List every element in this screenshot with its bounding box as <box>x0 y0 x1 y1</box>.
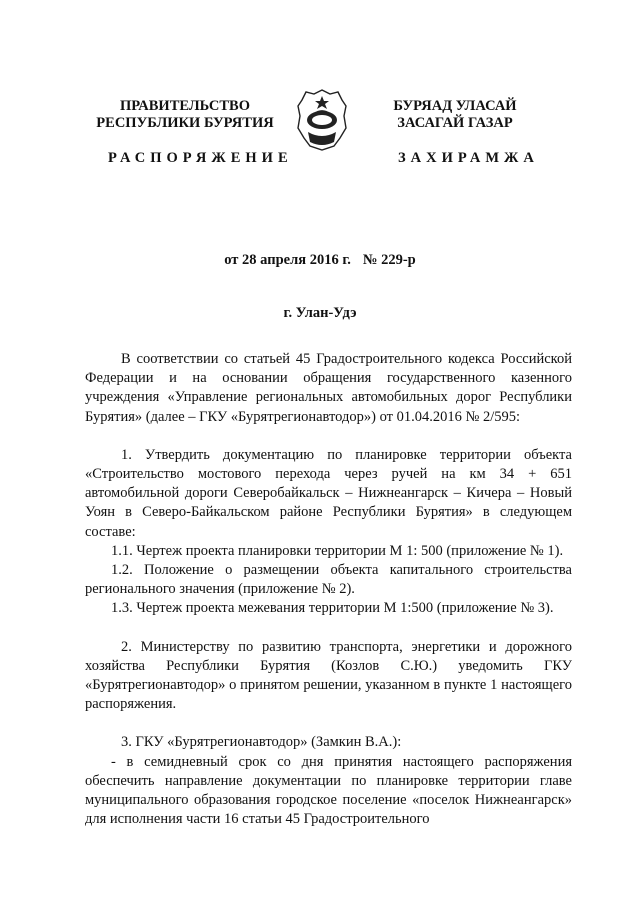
paragraph-1-2: 1.2. Положение о размещении объекта капитального строительства регионального значения (приложение № 2). <box>85 562 572 598</box>
header-left-line1: ПРАВИТЕЛЬСТВО <box>120 98 250 114</box>
header-left-title: РАСПОРЯЖЕНИЕ <box>108 150 293 166</box>
paragraph-1-3: 1.3. Чертеж проекта межевания территории М 1:500 (приложение № 3). <box>111 600 554 617</box>
city: г. Улан-Удэ <box>283 305 357 321</box>
document-date <box>0 252 640 269</box>
paragraph-1: 1. Утвердить документацию по планировке территории объекта «Строительство мостового перехода через ручей на км 34 + 651 автомобильной дороги Северобайкальск – Нижнеангарск – Кичера – Новый Уоян в Северо-Байкальском районе Республики Бурятия» в следующем составе: <box>85 446 572 540</box>
paragraph-3: 3. ГКУ «Бурятрегионавтодор» (Замкин В.А.): <box>121 734 402 751</box>
header-right-line2: ЗАСАГАЙ ГАЗАР <box>397 115 513 131</box>
paragraph-1-1: 1.1. Чертеж проекта планировки территории М 1: 500 (приложение № 1). <box>111 542 564 559</box>
document-body <box>85 350 572 829</box>
header-right <box>365 98 545 132</box>
document-number: № 229-р <box>362 252 416 268</box>
date-text: от 28 апреля 2016 г. <box>224 252 351 268</box>
paragraph-2: 2. Министерству по развитию транспорта, энергетики и дорожного хозяйства Республики Бурятия (Козлов С.Ю.) уведомить ГКУ «Бурятрегионавтодор» о принятом решении, указанном в пункте 1 настоящего распоряжения. <box>85 638 572 713</box>
paragraph-intro: В соответствии со статьей 45 Градостроительного кодекса Российской Федерации и на основании обращения государственного казенного учреждения «Управление региональных автомобильных дорог Республики Бурятия» (далее – ГКУ «Бурятрегионавтодор») от 01.04.2016 № 2/595: <box>85 351 572 425</box>
header-left-line2: РЕСПУБЛИКИ БУРЯТИЯ <box>96 115 274 131</box>
paragraph-3-a: - в семидневный срок со дня принятия настоящего распоряжения обеспечить направление документации по планировке территории главе муниципального образования городское поселение «поселок Нижнеангарск» для исполнения части 16 статьи 45 Градостроительного <box>85 753 572 828</box>
header-left <box>95 98 275 132</box>
coat-of-arms-icon <box>296 88 348 152</box>
header-right-title: ЗАХИРАМЖА <box>398 150 539 166</box>
header-right-line1: БУРЯАД УЛАСАЙ <box>393 98 517 114</box>
